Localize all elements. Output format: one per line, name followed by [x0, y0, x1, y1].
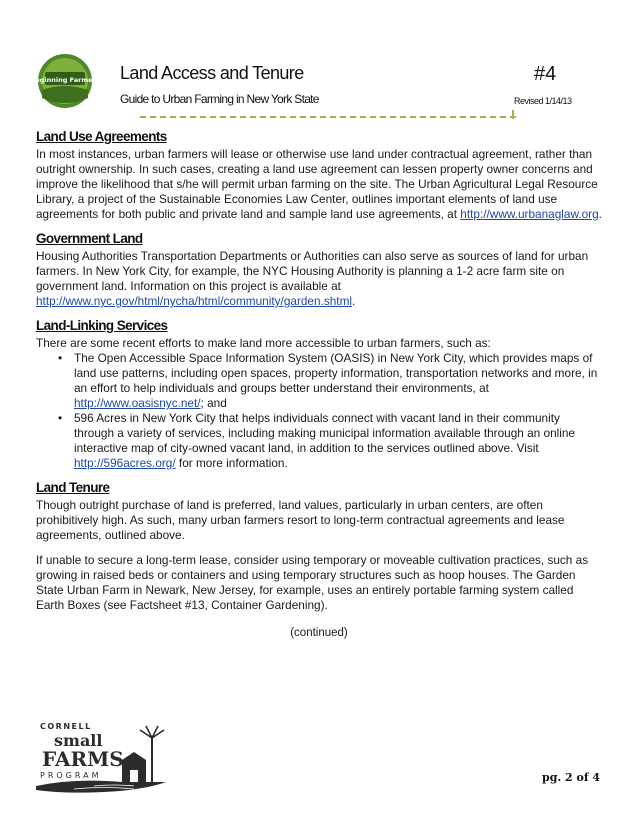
document-body: [36, 129, 602, 641]
nycha-garden-link[interactable]: http://www.nyc.gov/html/nycha/html/community/garden.shtml: [36, 294, 353, 308]
bullet-icon: •: [58, 411, 63, 425]
logo-program-text: PROGRAM: [40, 771, 102, 780]
section-paragraph: [36, 147, 602, 222]
596acres-link[interactable]: http://596acres.org/: [74, 456, 176, 470]
list-item: [36, 351, 602, 411]
paragraph-text: Housing Authorities Transportation Departments or Authorities can also serve as sources of land for urban farmers. In New York City, for example, the NYC Housing Authority is planning a 1-2 acre farm site on government land. Information on this project is available at: [36, 249, 589, 293]
section-heading: Land Tenure: [36, 480, 110, 495]
section-paragraph: Though outright purchase of land is preferred, land values, particularly in urban centers, are often prohibitively high. As such, many urban farmers resort to long-term contractual agreements and lease agreements, outlined above.: [36, 498, 565, 542]
page-title: Land Access and Tenure: [120, 63, 304, 83]
oasis-link[interactable]: http://www.oasisnyc.net/: [74, 396, 201, 410]
list-item-text: ; and: [200, 396, 227, 410]
paragraph-text: .: [352, 294, 356, 308]
beginning-farmers-logo: [30, 52, 100, 110]
header-divider: [140, 116, 516, 118]
logo-farms-text: FARMS: [42, 747, 124, 771]
section-paragraph: If unable to secure a long-term lease, consider using temporary or moveable cultivation practices, such as growing in raised beds or containers and using temporary structures such as hoop houses. The Garden State Urban Farm in Newark, New Jersey, for example, uses an entirely portable farming system called Earth Boxes (see Factsheet #13, Container Gardening).: [36, 553, 589, 612]
list-item-text: The Open Accessible Space Information System (OASIS) in New York City, which provides maps of land use patterns, including open spaces, property information, transportation networks and more, in an effort to help individuals and groups better understand their environments, at: [74, 351, 598, 395]
header-divider-end: [512, 110, 514, 119]
list-item: [36, 411, 602, 471]
paragraph-text: .: [598, 207, 602, 221]
section-paragraph: [36, 249, 602, 309]
revision-date: Revised 1/14/13: [514, 96, 572, 106]
section-government-land: [36, 231, 602, 309]
section-heading: Land-Linking Services: [36, 318, 168, 333]
logo-text: Beginning Farmers: [30, 76, 100, 84]
section-land-tenure: [36, 480, 602, 613]
factsheet-number: #4: [534, 63, 557, 85]
section-heading: Land Use Agreements: [36, 129, 167, 144]
logo-cornell-text: CORNELL: [40, 722, 92, 731]
list-item-text: for more information.: [175, 456, 288, 470]
paragraph-text: In most instances, urban farmers will lease or otherwise use land under contractual agreement, rather than outright ownership. In such cases, creating a land use agreement can lessen property owner concerns and improve the likelihood that s/he will permit urban farming on the site. The Urban Agricultural Legal Resource Library, a project of the Sustainable Economies Law Center, outlines important elements of land use agreements for both public and private land and sample land use agreements, at: [36, 147, 598, 221]
logo-small-text: small: [54, 731, 103, 750]
list-item-text: 596 Acres in New York City that helps individuals connect with vacant land in their community through a variety of services, including making municipal information available through an online interactive map of city-owned vacant land, in addition to the services outlined above. Visit: [74, 411, 575, 455]
bullet-icon: •: [58, 351, 63, 365]
continued-note: (continued): [290, 627, 348, 639]
section-heading: Government Land: [36, 231, 143, 246]
cornell-small-farms-logo: [34, 716, 174, 796]
page-subtitle: Guide to Urban Farming in New York State: [120, 92, 319, 106]
section-land-linking-services: [36, 318, 602, 471]
page-number: pg. 2 of 4: [542, 771, 601, 784]
bullet-list: [36, 351, 602, 471]
section-land-use-agreements: [36, 129, 602, 222]
urbanaglaw-link[interactable]: http://www.urbanaglaw.org: [460, 207, 599, 221]
section-intro: There are some recent efforts to make land more accessible to urban farmers, such as:: [36, 336, 491, 350]
